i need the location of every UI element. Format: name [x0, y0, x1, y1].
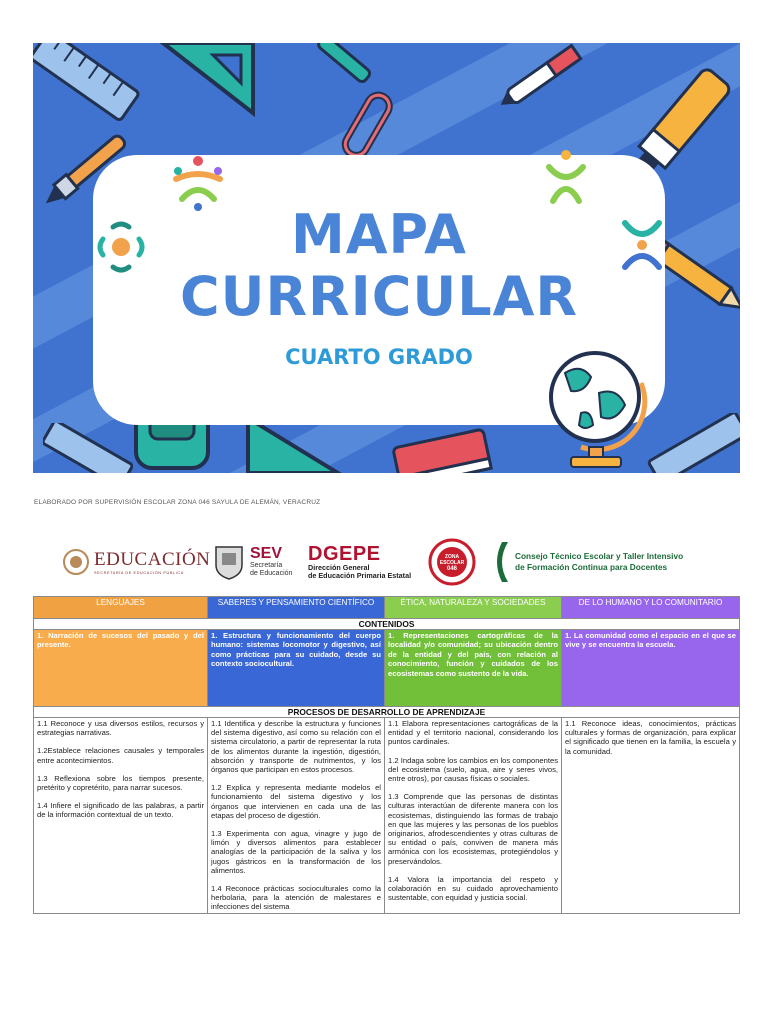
zona-line1: ZONA: [444, 554, 460, 560]
figure-logo-icon: [541, 147, 591, 207]
consejo-line1: Consejo Técnico Escolar y Taller Intensivo: [515, 551, 684, 561]
zona-escolar-seal: [428, 538, 476, 586]
table-header-row: [34, 597, 740, 619]
figure-logo-icon: [617, 215, 667, 275]
sev-word: SEV: [250, 545, 283, 562]
header-humano: DE LO HUMANO Y LO COMUNITARIO: [562, 597, 740, 619]
curriculum-table: [33, 596, 740, 914]
pen-icon: [305, 43, 385, 91]
contenido-saberes: 1. Estructura y funcionamiento del cuerpo humano: sistemas locomotor y digestivo, así como prácticas para su cuidado, desde su contexto sociocultural.: [208, 630, 385, 707]
proceso-item: 1.4 Valora la importancia del respeto y colaboración en su cuidado aprovechamiento sustentable, con equidad y justicia social.: [388, 874, 558, 903]
dgepe-word: DGEPE: [308, 542, 381, 565]
contenidos-row: [34, 630, 740, 707]
educacion-logo: [62, 538, 210, 586]
sev-line2: de Educación: [250, 570, 293, 577]
contenidos-label: CONTENIDOS: [34, 619, 740, 630]
contenido-etica: 1. Representaciones cartográficas de la localidad y/o comunidad; su ubicación dentro de la entidad y del país, con relación al conocimiento, función y cuidados de los ecosistemas como sustento de la vida.: [385, 630, 562, 707]
ruler-icon: [43, 423, 133, 473]
cover-banner: [33, 43, 740, 473]
ruler-icon: [643, 413, 740, 473]
zona-seal-icon: [428, 538, 476, 586]
book-icon: [388, 428, 498, 473]
coat-of-arms-icon: [62, 548, 90, 576]
cover-subtitle: CUARTO GRADO: [285, 345, 473, 369]
proceso-item: 1.3 Reflexiona sobre los tiempos presente, pretérito y copretérito, para narrar sucesos.: [37, 773, 204, 793]
dgepe-logo: [308, 538, 411, 586]
contenido-lenguajes: 1. Narración de sucesos del pasado y del presente.: [34, 630, 208, 707]
proceso-item: 1.3 Comprende que las personas de distintas culturas interactúan de diferente manera con los ecosistemas, distinguiendo las formas de trabajo en que las mujeres y las personas de los pueblos originarios, afrodescendientes y otras culturas de su entidad o país, conviven de manera más armónica con los ecosistemas, protegiéndolos y preservándolos.: [388, 792, 558, 866]
dgepe-line2: de Educación Primaria Estatal: [308, 571, 412, 580]
pen-icon: [493, 43, 603, 108]
proceso-item: 1.3 Experimenta con agua, vinagre y jugo de limón y diversos alimentos para establecer analogías de la participación de la saliva y los jugos gástricos en la transformación de los alimentos.: [211, 829, 381, 875]
proceso-item: 1.1 Elabora representaciones cartográficas de la entidad y el territorio nacional, considerando los puntos cardinales.: [388, 719, 558, 747]
procesos-etica: [385, 718, 562, 914]
figure-logo-icon: [168, 151, 228, 213]
consejo-logo: [494, 538, 683, 586]
consejo-line2: de Formación Continua para Docentes: [515, 562, 668, 572]
dgepe-line1: Dirección General: [308, 562, 370, 572]
proceso-item: 1.2Establece relaciones causales y temporales entre acontecimientos.: [37, 746, 204, 765]
cover-title-line2: CURRICULAR: [180, 265, 578, 328]
zona-line3: 046: [446, 566, 458, 572]
proceso-item: 1.2 Explica y representa mediante modelos el funcionamiento del sistema digestivo y los órganos que intervienen en cada una de las etapas del proceso de digestión.: [211, 783, 381, 820]
proceso-item: 1.1 Reconoce y usa diversos estilos, recursos y estrategias narrativas.: [37, 719, 204, 738]
procesos-bar: [34, 707, 740, 718]
header-saberes: SABERES Y PENSAMIENTO CIENTÍFICO: [208, 597, 385, 619]
proceso-item: 1.4 Infiere el significado de las palabras, a partir de la información contextual de un texto.: [37, 801, 204, 820]
contenido-humano: 1. La comunidad como el espacio en el que se vive y se encuentra la escuela.: [562, 630, 740, 707]
figure-logo-icon: [93, 219, 149, 275]
educacion-subtitle: SECRETARÍA DE EDUCACIÓN PÚBLICA: [94, 571, 184, 575]
cover-title-line1: MAPA: [291, 203, 467, 266]
proceso-item: 1.4 Reconoce prácticas socioculturales como la herbolaria, para la atención de malestares e infecciones del sistema: [211, 884, 381, 912]
proceso-item: 1.1 Reconoce ideas, conocimientos, prácticas culturales y formas de organización, para explicar el significado que tienen en la familia, la escuela y la comunidad.: [565, 719, 736, 756]
procesos-saberes: [208, 718, 385, 914]
procesos-humano: [562, 718, 740, 914]
procesos-row: [34, 718, 740, 914]
sev-logo: [212, 538, 292, 586]
cover-caption: ELABORADO POR SUPERVISIÓN ESCOLAR ZONA 046 SAYULA DE ALEMÁN, VERACRUZ: [34, 499, 321, 506]
institution-logos: [60, 538, 710, 586]
veracruz-shield-icon: [212, 543, 246, 581]
set-square-icon: [153, 43, 263, 123]
proceso-item: 1.2 Indaga sobre los cambios en los componentes del ecosistema (suelo, agua, aire y seres vivos, entre otros), por causas físicas o sociales.: [388, 755, 558, 784]
zona-line2: ESCOLAR: [439, 560, 465, 566]
procesos-lenguajes: [34, 718, 208, 914]
proceso-item: 1.1 Identifica y describe la estructura y funciones del sistema digestivo, así como su relación con el sistema circulatorio, a partir de representar la ruta de los alimentos durante la ingestión, digestión, absorción y transporte de nutrimentos, y los órganos que participan en estos procesos.: [211, 719, 381, 775]
educacion-word: EDUCACIÓN: [94, 549, 211, 570]
sev-line1: Secretaría: [250, 562, 283, 569]
header-lenguajes: LENGUAJES: [34, 597, 208, 619]
globe-icon: [541, 343, 651, 473]
contenidos-bar: [34, 619, 740, 630]
procesos-label: PROCESOS DE DESARROLLO DE APRENDIZAJE: [34, 707, 740, 718]
header-etica: ÉTICA, NATURALEZA Y SOCIEDADES: [385, 597, 562, 619]
consejo-mark-icon: [494, 539, 512, 585]
